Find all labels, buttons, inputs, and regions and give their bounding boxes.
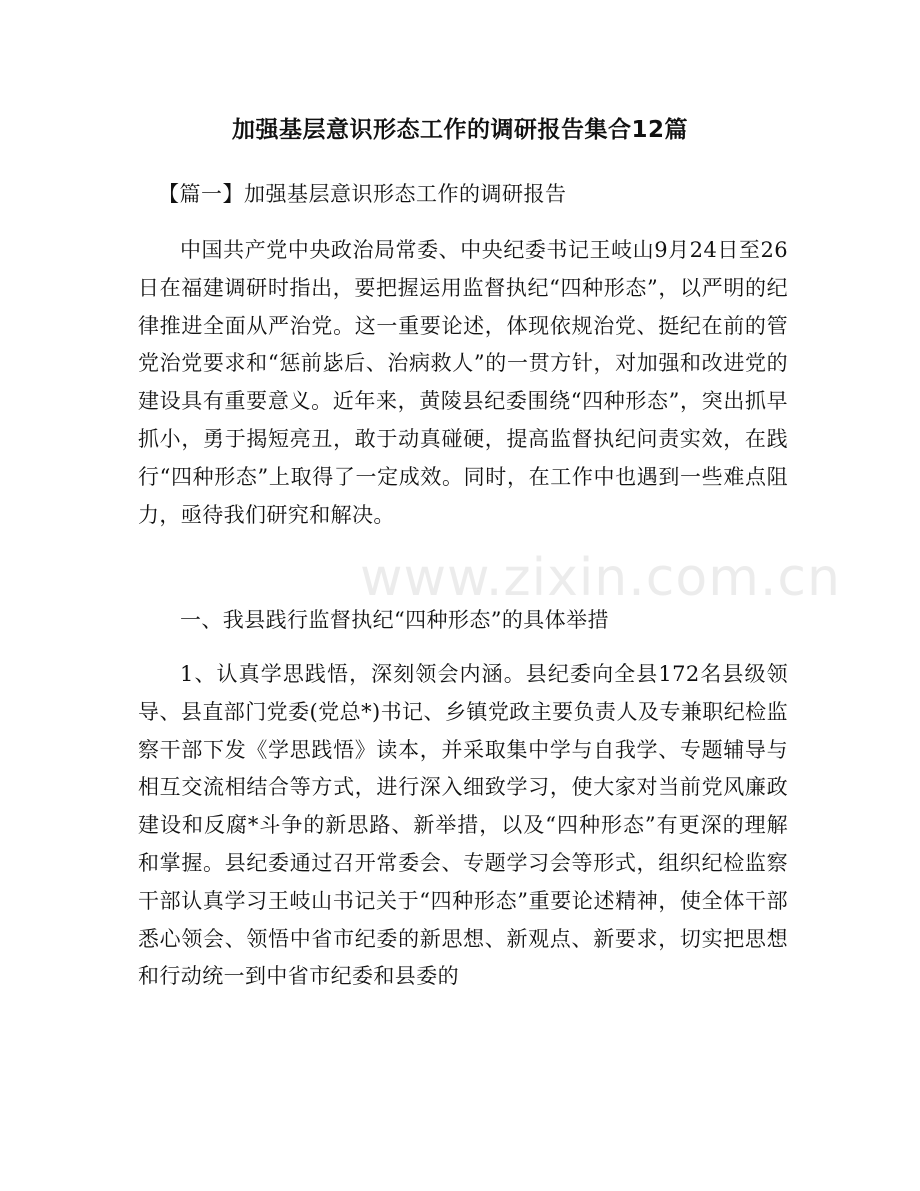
- body-paragraph-intro: 中国共产党中央政治局常委、中央纪委书记王岐山9月24日至26日在福建调研时指出，要把握运用监督执纪“四种形态”，以严明的纪律推进全面从严治党。这一重要论述，体现依规治党、挺纪在前的管党治党要求和“惩前毖后、治病救人”的一贯方针，对加强和改进党的建设具有重要意义。近年来，黄陵县纪委围绕“四种形态”，突出抓早抓小，勇于揭短亮丑，敢于动真碰硬，提高监督执纪问责实效，在践行“四种形态”上取得了一定成效。同时，在工作中也遇到一些难点阻力，亟待我们研究和解决。: [138, 238, 788, 527]
- document-title: 加强基层意识形态工作的调研报告集合12篇: [231, 117, 688, 143]
- watermark: www.zixin.com.cn: [360, 548, 841, 608]
- body-paragraph-measures: 1、认真学思践悟，深刻领会内涵。县纪委向全县172名县级领导、县直部门党委(党总*)书记、乡镇党政主要负责人及专兼职纪检监察干部下发《学思践悟》读本，并采取集中学与自我学、专题辅导与相互交流相结合等方式，进行深入细致学习，使大家对当前党风廉政建设和反腐*斗争的新思路、新举措，以及“四种形态”有更深的理解和掌握。县纪委通过召开常委会、专题学习会等形式，组织纪检监察干部认真学习王岐山书记关于“四种形态”重要论述精神，使全体干部悉心领会、领悟中省市纪委的新思想、新观点、新要求，切实把思想和行动统一到中省市纪委和县委的: [138, 662, 788, 989]
- section-heading: 【篇一】加强基层意识形态工作的调研报告: [158, 182, 567, 206]
- subsection-heading: 一、我县践行监督执纪“四种形态”的具体举措: [180, 608, 609, 632]
